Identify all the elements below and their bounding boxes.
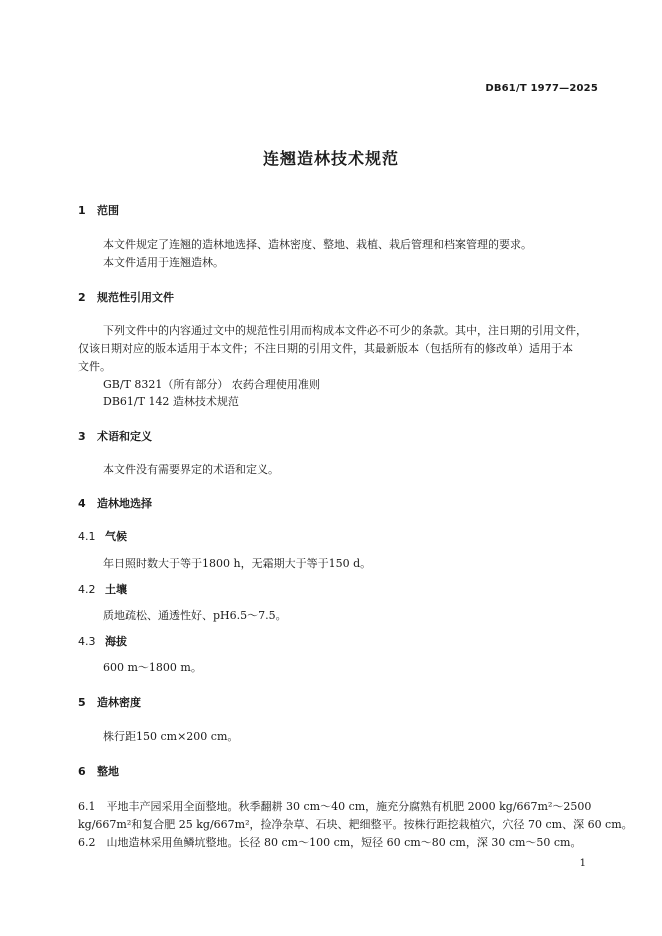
paragraph: 本文件适用于连翘造林。 — [103, 256, 224, 269]
subsection-4-1-heading — [78, 528, 127, 544]
section-title: 术语和定义 — [97, 430, 152, 443]
paragraph-line: 下列文件中的内容通过文中的规范性引用而构成本文件必不可少的条款。其中，注日期的引用文件， — [103, 324, 587, 337]
paragraph: 本文件没有需要界定的术语和定义。 — [103, 463, 279, 476]
section-number: 4 — [78, 497, 86, 510]
subsection-number: 4.2 — [78, 583, 96, 596]
section-4-heading — [78, 495, 152, 511]
section-number: 6 — [78, 765, 86, 778]
reference-item: DB61/T 142 造林技术规范 — [103, 395, 239, 408]
paragraph: 本文件规定了连翘的造林地选择、造林密度、整地、栽植、栽后管理和档案管理的要求。 — [103, 238, 532, 251]
section-5-heading — [78, 694, 141, 710]
section-1-heading — [78, 202, 119, 218]
section-number: 1 — [78, 204, 86, 217]
standard-number: DB61/T 1977—2025 — [485, 83, 598, 94]
clause-6-1-line: 6.1 平地丰产园采用全面整地。秋季翻耕 30 cm～40 cm，施充分腐熟有机肥 2000 kg/667m²～2500 — [78, 800, 592, 813]
subsection-title: 土壤 — [105, 583, 127, 596]
section-6-heading — [78, 763, 119, 779]
section-title: 规范性引用文件 — [97, 291, 174, 304]
paragraph: 质地疏松、通透性好、pH6.5～7.5。 — [103, 609, 287, 622]
paragraph: 株行距150 cm×200 cm。 — [103, 730, 239, 743]
document-title: 连翘造林技术规范 — [262, 149, 399, 168]
subsection-number: 4.3 — [78, 635, 96, 648]
paragraph: 年日照时数大于等于1800 h，无霜期大于等于150 d。 — [103, 557, 372, 570]
section-3-heading — [78, 428, 152, 444]
section-number: 3 — [78, 430, 86, 443]
subsection-title: 海拔 — [105, 635, 127, 648]
section-title: 整地 — [97, 765, 119, 778]
clause-6-1-line: kg/667m²和复合肥 25 kg/667m²，捡净杂草、石块、耙细整平。按株行距挖栽植穴，穴径 70 cm、深 60 cm。 — [78, 818, 633, 831]
subsection-title: 气候 — [105, 530, 127, 543]
paragraph-line: 仅该日期对应的版本适用于本文件；不注日期的引用文件，其最新版本（包括所有的修改单）适用于本 — [78, 342, 573, 355]
section-number: 2 — [78, 291, 86, 304]
section-title: 范围 — [97, 204, 119, 217]
subsection-4-2-heading — [78, 581, 127, 597]
section-2-heading — [78, 289, 174, 305]
subsection-number: 4.1 — [78, 530, 96, 543]
section-title: 造林密度 — [97, 696, 141, 709]
section-number: 5 — [78, 696, 86, 709]
page-number: 1 — [579, 858, 586, 869]
clause-6-2: 6.2 山地造林采用鱼鳞坑整地。长径 80 cm～100 cm，短径 60 cm～80 cm，深 30 cm～50 cm。 — [78, 836, 582, 849]
paragraph-line: 文件。 — [78, 360, 111, 373]
section-title: 造林地选择 — [97, 497, 152, 510]
paragraph: 600 m～1800 m。 — [103, 661, 202, 674]
subsection-4-3-heading — [78, 633, 127, 649]
reference-item: GB/T 8321（所有部分） 农药合理使用准则 — [103, 378, 320, 391]
